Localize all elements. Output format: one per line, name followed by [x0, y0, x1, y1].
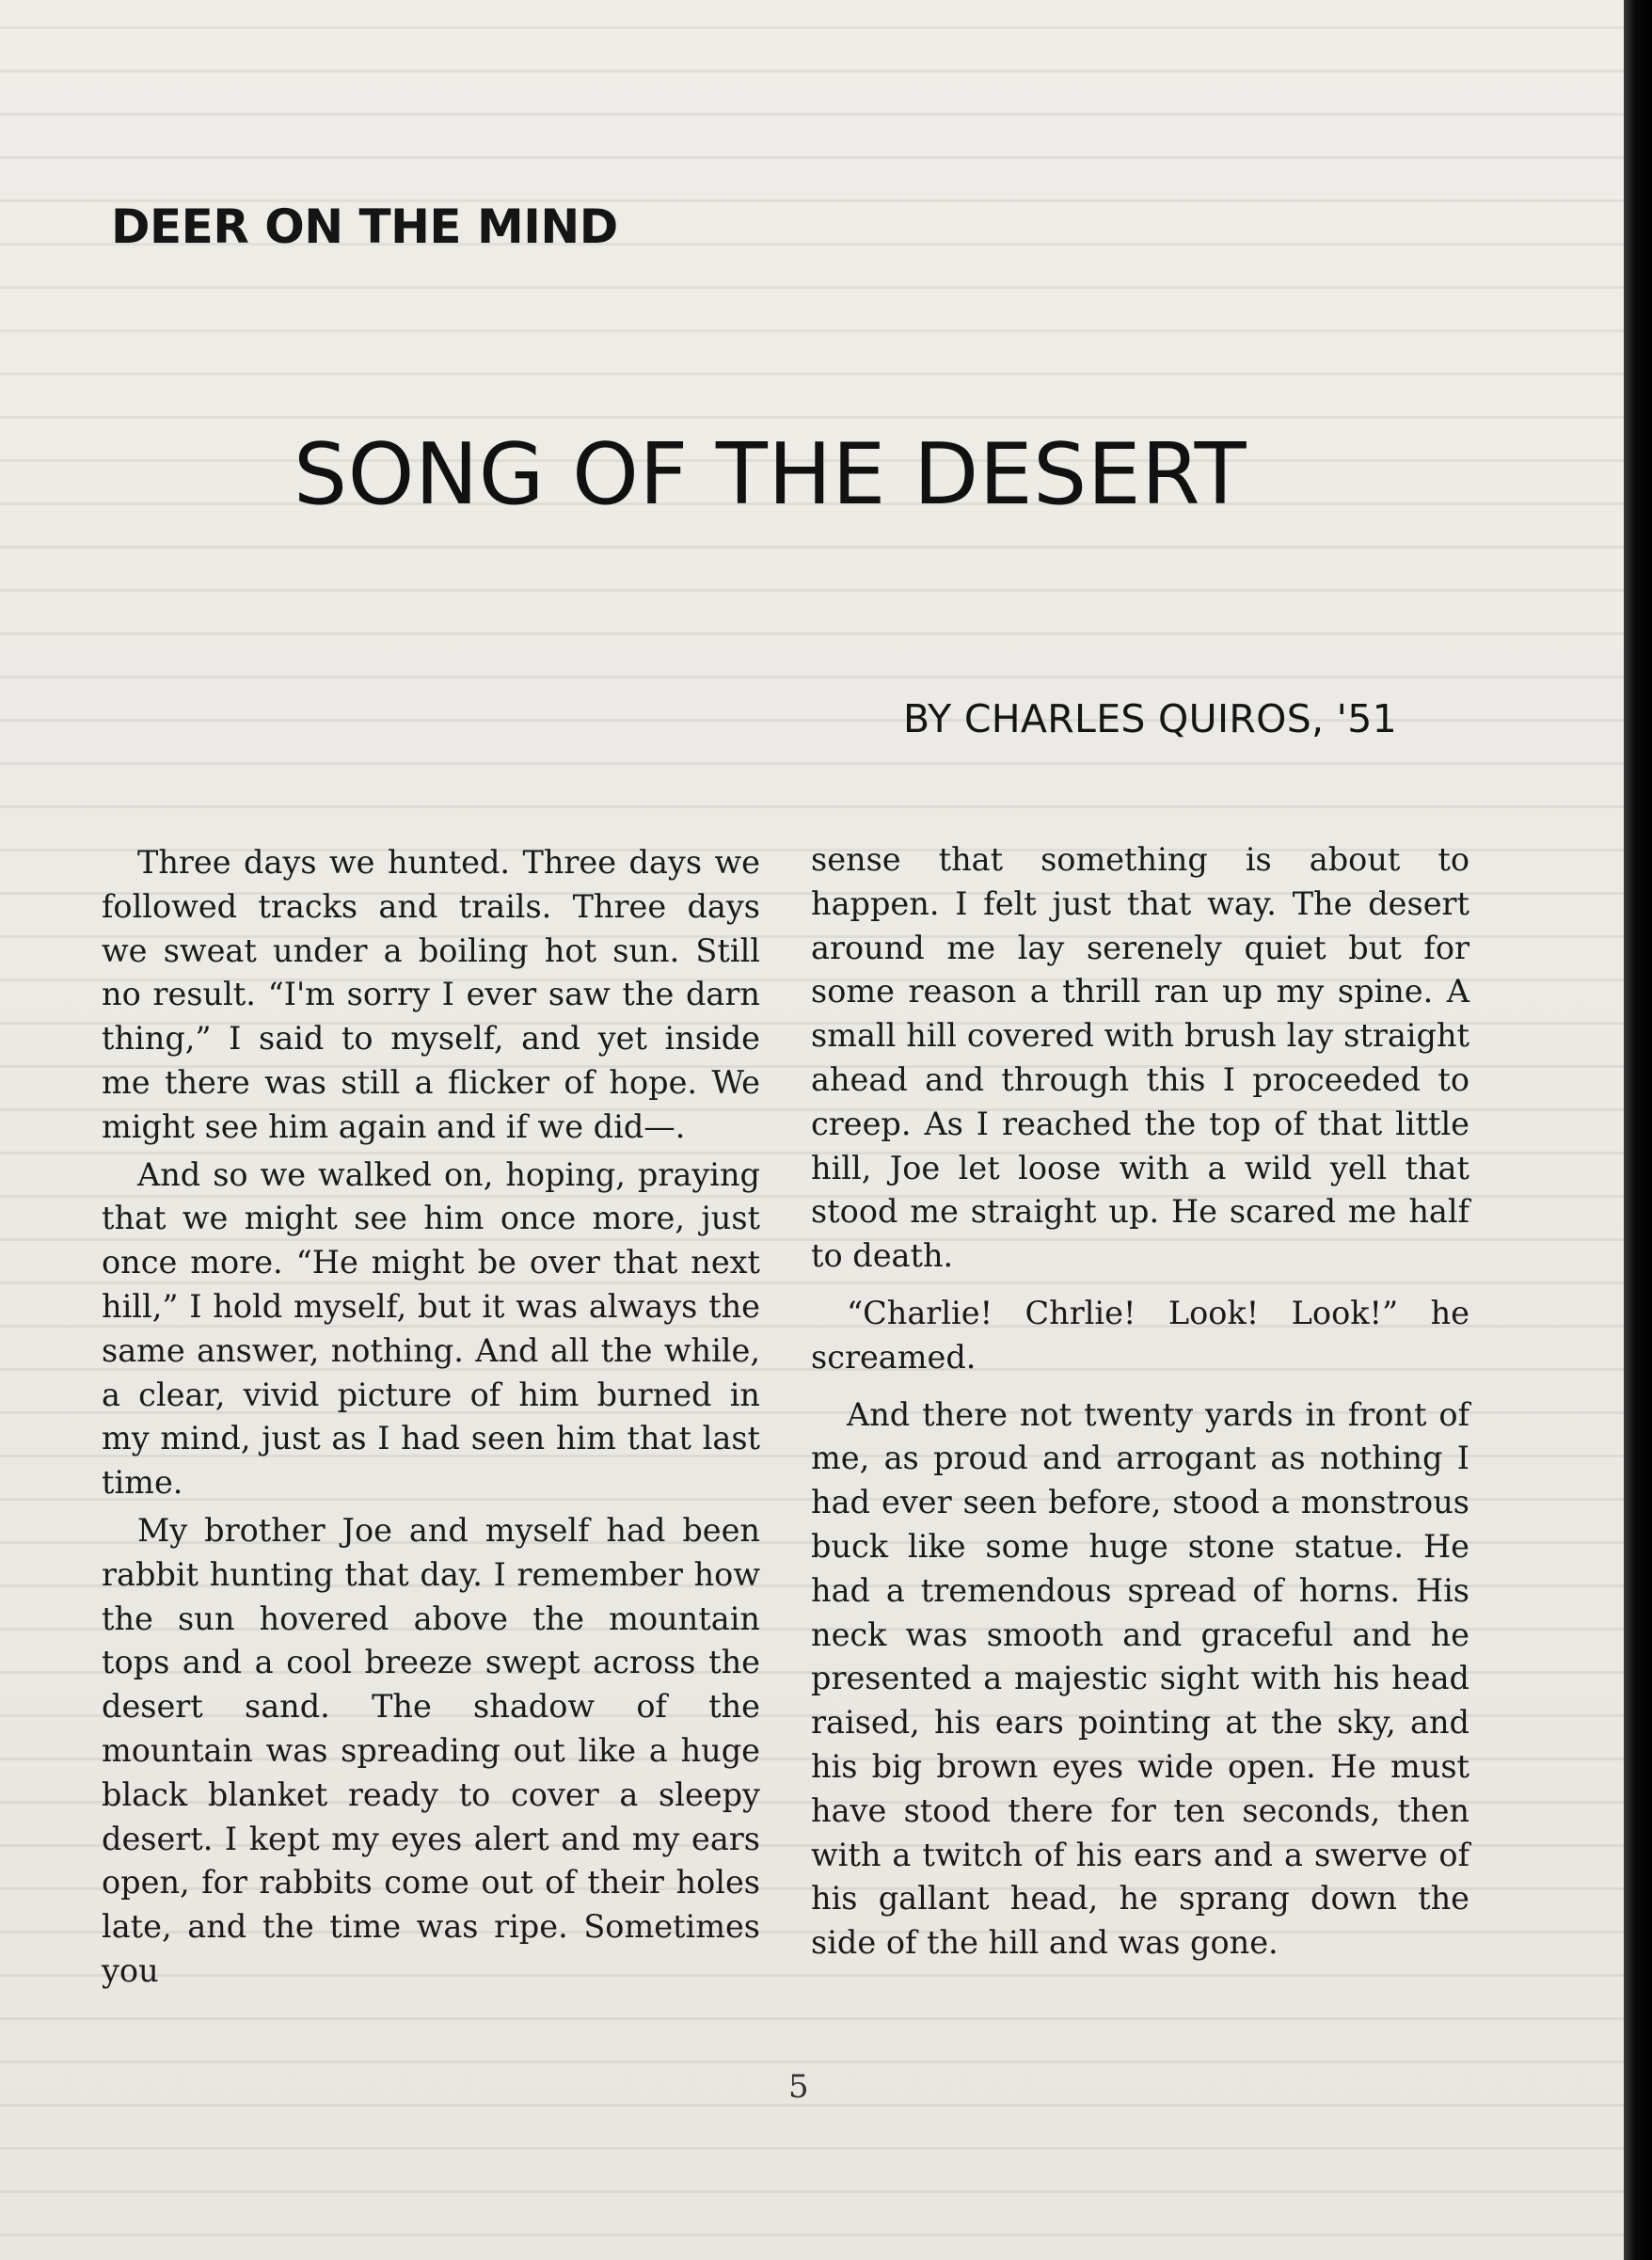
paragraph: Three days we hunted. Three days we followed tracks and trails. Three days we sweat under a boiling hot sun. Still no result. “I'm sorry I ever saw the darn thing,” I said to myself, and yet inside me there was still a flicker of hope. We might see him again and if we did—.	[102, 844, 760, 1145]
paragraph: “Charlie! Chrlie! Look! Look!” he screamed.	[811, 1294, 1469, 1376]
left-column	[102, 841, 760, 1997]
paragraph: And there not twenty yards in front of me, as proud and arrogant as nothing I had ever seen before, stood a monstrous buck like some huge stone statue. He had a tremendous spread of horns. His neck was smooth and graceful and he presented a majestic sight with his head raised, his ears pointing at the sky, and his big brown eyes wide open. He must have stood there for ten seconds, then with a twitch of his ears and a swerve of his gallant head, he sprang down the side of the hill and was gone.	[811, 1395, 1469, 1962]
page-edge-shadow	[1624, 0, 1652, 2260]
section-title: DEER ON THE MIND	[111, 199, 618, 254]
article-title: SONG OF THE DESERT	[294, 425, 1247, 524]
byline: BY CHARLES QUIROS, '51	[903, 696, 1398, 741]
paragraph: sense that something is about to happen. I felt just that way. The desert around me lay serenely quiet but for some reason a thrill ran up my spine. A small hill covered with brush lay straight ahead and through this I proceeded to creep. As I reached the top of that little hill, Joe let loose with a wild yell that stood me straight up. He scared me half to death.	[811, 841, 1469, 1275]
right-column	[811, 838, 1469, 1969]
page-number: 5	[788, 2068, 809, 2106]
paragraph: And so we walked on, hoping, praying that we might see him once more, just once more. “He might be over that next hill,” I hold myself, but it was always the same answer, nothing. And all the while, a clear, vivid picture of him burned in my mind, just as I had seen him that last time.	[102, 1155, 760, 1502]
paragraph: My brother Joe and myself had been rabbit hunting that day. I remember how the sun hovered above the mountain tops and a cool breeze swept across the desert sand. The shadow of the mountain was spreading out like a huge black blanket ready to cover a sleepy desert. I kept my eyes alert and my ears open, for rabbits come out of their holes late, and the time was ripe. Sometimes you	[102, 1511, 760, 1989]
